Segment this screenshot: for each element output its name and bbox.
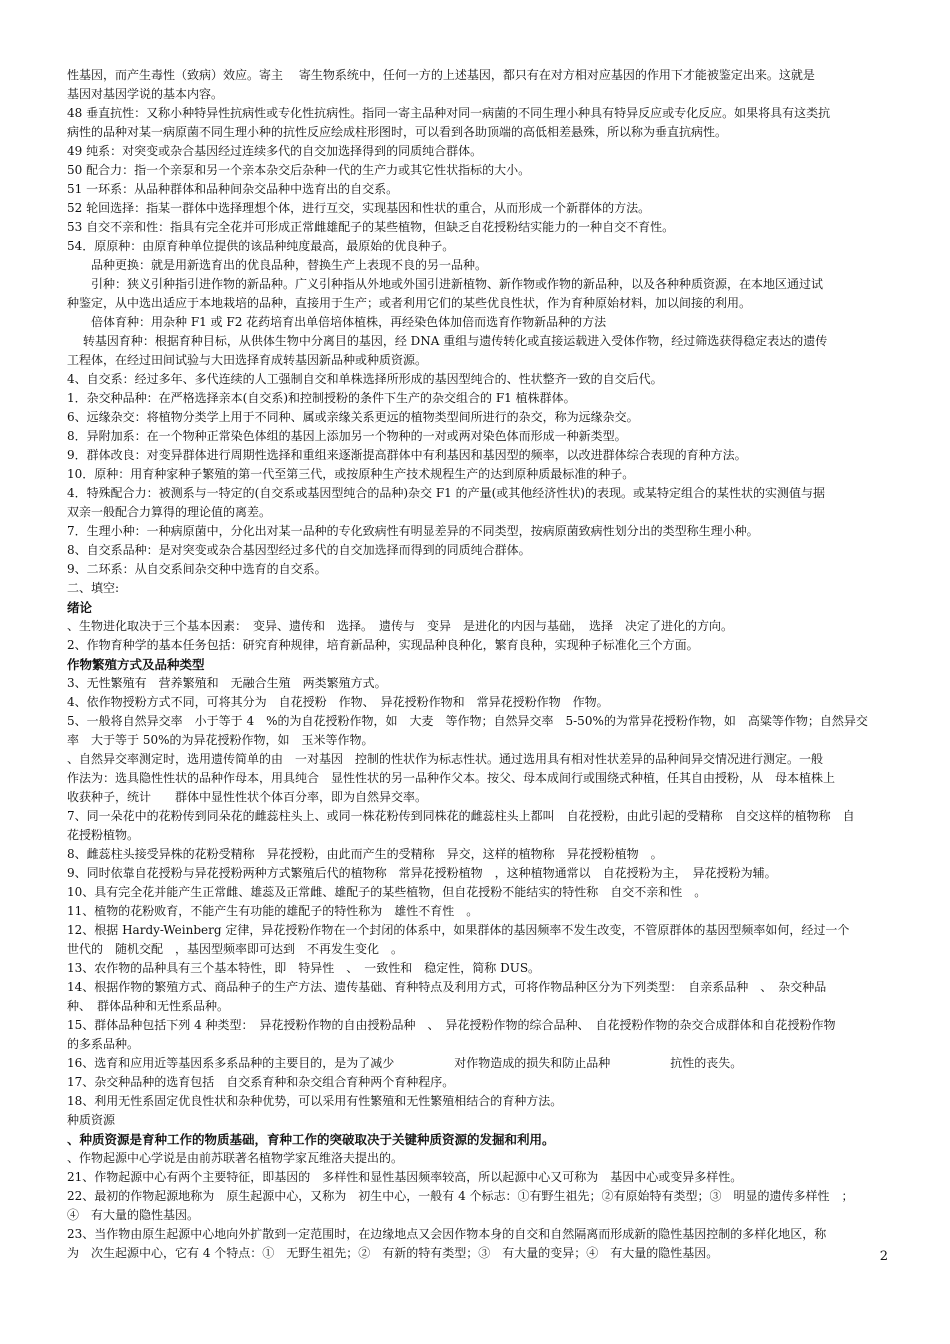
text-line: 4．特殊配合力：被测系与一特定的(自交系或基因型纯合的品种)杂交 F1 的产量(或其他经济性状)的表现。或某特定组合的某性状的实测值与据 <box>67 486 825 500</box>
text-line: 双亲一般配合力算得的理论值的离差。 <box>67 505 272 519</box>
text-line: 9、二环系：从自交系间杂交种中选育的自交系。 <box>67 562 327 576</box>
text-line: 18、利用无性系固定优良性状和杂种优势，可以采用有性繁殖和无性繁殖相结合的育种方法。 <box>67 1094 563 1108</box>
text-line: 倍体育种：用杂种 F1 或 F2 花药培育出单倍培体植株，再经染色体加倍而选育作物新品种的方法 <box>67 315 607 329</box>
text-line: 23、当作物由原生起源中心地向外扩散到一定范围时，在边缘地点又会因作物本身的自交和自然隔离而形成新的隐性基因控制的多样化地区，称 <box>67 1227 827 1241</box>
text-line: 54．原原种：由原育种单位提供的该品种纯度最高，最原始的优良种子。 <box>67 239 455 253</box>
text-line: 性基因，而产生毒性（致病）效应。寄主 寄生物系统中，任何一方的上述基因，都只有在对方相对应基因的作用下才能被鉴定出来。这就是 <box>67 68 815 82</box>
text-line: 基因对基因学说的基本内容。 <box>67 87 224 101</box>
text-line: 1．杂交种品种：在严格选择亲本(自交系)和控制授粉的条件下生产的杂交组合的 F1 植株群体。 <box>67 391 576 405</box>
text-line: 种质资源 <box>67 1113 116 1127</box>
text-line: 8、雌蕊柱头接受异株的花粉受精称 异花授粉，由此而产生的受精称 异交，这样的植物称 异花授粉植物 。 <box>67 847 663 861</box>
text-line: 17、杂交种品种的选育包括 自交系育种和杂交组合育种两个育种程序。 <box>67 1075 455 1089</box>
text-line: 引种：狭义引种指引进作物的新品种。广义引种指从外地或外国引进新植物、新作物或作物的新品种，以及各种种质资源，在本地区通过试 <box>67 277 824 291</box>
document-body <box>67 66 885 1282</box>
text-line: 花授粉植物。 <box>67 828 140 842</box>
page-number: 2 <box>879 1249 888 1264</box>
text-line: 品种更换：就是用新选育出的优良品种，替换生产上表现不良的另一品种。 <box>67 258 488 272</box>
text-line: 作法为：选具隐性性状的品种作母本，用具纯合 显性性状的另一品种作父本。按父、母本成间行或围绕式种植，任其自由授粉，从 母本植株上 <box>67 771 836 785</box>
text-line <box>67 1263 885 1282</box>
text-line: 16、选育和应用近等基因系多系品种的主要目的，是为了减少 对作物造成的损失和防止品种 抗性的丧失。 <box>67 1056 743 1070</box>
text-line: 51 一环系：从品种群体和品种间杂交品种中选育出的自交系。 <box>67 182 399 196</box>
text-line: 的多系品种。 <box>67 1037 140 1051</box>
text-line: ④ 有大量的隐性基因。 <box>67 1208 200 1222</box>
text-line: 49 纯系：对突变或杂合基因经过连续多代的自交加选择得到的同质纯合群体。 <box>67 144 483 158</box>
text-line: 10、具有完全花并能产生正常雌、雄蕊及正常雌、雄配子的某些植物，但自花授粉不能结实的特性称 自交不亲和性 。 <box>67 885 707 899</box>
text-line: 8．异附加系：在一个物种正常染色体组的基因上添加另一个物种的一对或两对染色体而形成一种新类型。 <box>67 429 627 443</box>
text-line: 14、根据作物的繁殖方式、商品种子的生产方法、遗传基础、育种特点及利用方式，可将作物品种区分为下列类型： 自亲系品种 、 杂交种品 <box>67 980 827 994</box>
text-line: 4、自交系：经过多年、多代连续的人工强制自交和单株选择所形成的基因型纯合的、性状整齐一致的自交后代。 <box>67 372 663 386</box>
text-line: 5、一般将自然异交率 小于等于 4 %的为自花授粉作物，如 大麦 等作物；自然异交率 5-50%的为常异花授粉作物，如 高粱等作物；自然异交 <box>67 714 868 728</box>
text-line: 率 大于等于 50%的为异花授粉作物，如 玉米等作物。 <box>67 733 374 747</box>
text-line: 21、作物起源中心有两个主要特征，即基因的 多样性和显性基因频率较高，所以起源中心又可称为 基因中心或变异多样性。 <box>67 1170 743 1184</box>
text-line: 、作物起源中心学说是由前苏联著名植物学家瓦维洛夫提出的。 <box>67 1151 404 1165</box>
text-line: 种鉴定，从中选出适应于本地栽培的品种，直接用于生产；或者利用它们的某些优良性状，作为育种原始材料，加以间接的利用。 <box>67 296 752 310</box>
text-line: 二、填空: <box>67 581 120 595</box>
text-line: 9．群体改良：对变异群体进行周期性选择和重组来逐渐提高群体中有利基因和基因型的频率，以改进群体综合表现的育种方法。 <box>67 448 747 462</box>
text-line: 、生物进化取决于三个基本因素： 变异、遗传和 选择。 遗传与 变异 是进化的内因与基础， 选择 决定了进化的方向。 <box>67 619 734 633</box>
text-line: 6、远缘杂交：将植物分类学上用于不同种、属或亲缘关系更远的植物类型间所进行的杂交，称为远缘杂交。 <box>67 410 639 424</box>
text-line: 48 垂直抗性：又称小种特异性抗病性或专化性抗病性。指同一寄主品种对同一病菌的不同生理小种具有特异反应或专化反应。如果将具有这类抗 <box>67 106 831 120</box>
text-line: 13、农作物的品种具有三个基本特性，即 特异性 、 一致性和 稳定性，简称 DUS。 <box>67 961 541 975</box>
text-line: 22、最初的作物起源地称为 原生起源中心，又称为 初生中心，一般有 4 个标志：①有野生祖先；②有原始特有类型；③ 明显的遗传多样性 ； <box>67 1189 854 1203</box>
section-heading: 绪论 <box>67 600 93 615</box>
text-line: 12、根据 Hardy-Weinberg 定律，异花授粉作物在一个封闭的体系中，如果群体的基因频率不发生改变，不管原群体的基因型频率如何，经过一个 <box>67 923 850 937</box>
text-line: 3、无性繁殖有 营养繁殖和 无融合生殖 两类繁殖方式。 <box>67 676 387 690</box>
text-line: 9、同时依靠自花授粉与异花授粉两种方式繁殖后代的植物称 常异花授粉植物 ，这种植物通常以 自花授粉为主， 异花授粉为辅。 <box>67 866 777 880</box>
text-line: 世代的 随机交配 ，基因型频率即可达到 不再发生变化 。 <box>67 942 404 956</box>
text-line: 收获种子，统计 群体中显性性状个体百分率，即为自然异交率。 <box>67 790 428 804</box>
text-line: 、自然异交率测定时，选用遗传简单的由 一对基因 控制的性状作为标志性状。通过选用具有相对性状差异的品种间异交情况进行测定。一般 <box>67 752 824 766</box>
text-line: 转基因育种：根据育种目标，从供体生物中分离目的基因，经 DNA 重组与遗传转化或直接运载进入受体作物，经过筛选获得稳定表达的遗传 <box>67 334 828 348</box>
section-heading: 作物繁殖方式及品种类型 <box>67 657 205 672</box>
text-line: 为 次生起源中心，它有 4 个特点：① 无野生祖先；② 有新的特有类型；③ 有大量的变异；④ 有大量的隐性基因。 <box>67 1246 719 1260</box>
text-line: 2、作物育种学的基本任务包括：研究育种规律，培育新品种，实现品种良种化，繁育良种，实现种子标准化三个方面。 <box>67 638 699 652</box>
text-line: 病性的品种对某一病原菌不同生理小种的抗性反应绘成柱形图时，可以看到各助顶端的高低相差悬殊，所以称为垂直抗病性。 <box>67 125 728 139</box>
text-line: 52 轮回选择：指某一群体中选择理想个体，进行互交，实现基因和性状的重合，从而形成一个新群体的方法。 <box>67 201 651 215</box>
text-line: 50 配合力：指一个亲泵和另一个亲本杂交后杂种一代的生产力或其它性状指标的大小。 <box>67 163 531 177</box>
text-line: 7、同一朵花中的花粉传到同朵花的雌蕊柱头上、或同一株花粉传到同株花的雌蕊柱头上都叫 自花授粉，由此引起的受精称 自交这样的植物称 自 <box>67 809 855 823</box>
text-line: 15、群体品种包括下列 4 种类型： 异花授粉作物的自由授粉品种 、 异花授粉作物的综合品种、 自花授粉作物的杂交合成群体和自花授粉作物 <box>67 1018 836 1032</box>
text-line: 8、自交系品种：是对突变或杂合基因型经过多代的自交加选择而得到的同质纯合群体。 <box>67 543 531 557</box>
text-line: 7．生理小种：一种病原菌中，分化出对某一品种的专化致病性有明显差异的不同类型，按病原菌致病性划分出的类型称生理小种。 <box>67 524 759 538</box>
text-line: 工程体，在经过田间试验与大田选择育成转基因新品种或种质资源。 <box>67 353 428 367</box>
text-line: 种、 群体品种和无性系品种。 <box>67 999 230 1013</box>
text-line: 11、植物的花粉败育，不能产生有功能的雄配子的特性称为 雄性不育性 。 <box>67 904 479 918</box>
text-line: 53 自交不亲和性：指具有完全花并可形成正常雌雄配子的某些植物，但缺乏自花授粉结实能力的一种自交不育性。 <box>67 220 675 234</box>
text-line: 10．原种：用育种家种子繁殖的第一代至第三代，或按原种生产技术规程生产的达到原种质最标准的种子。 <box>67 467 635 481</box>
section-heading: 、种质资源是育种工作的物质基础，育种工作的突破取决于关键种质资源的发掘和利用。 <box>67 1132 555 1147</box>
text-line: 4、依作物授粉方式不同，可将其分为 自花授粉 作物、 异花授粉作物和 常异花授粉作物 作物。 <box>67 695 609 709</box>
